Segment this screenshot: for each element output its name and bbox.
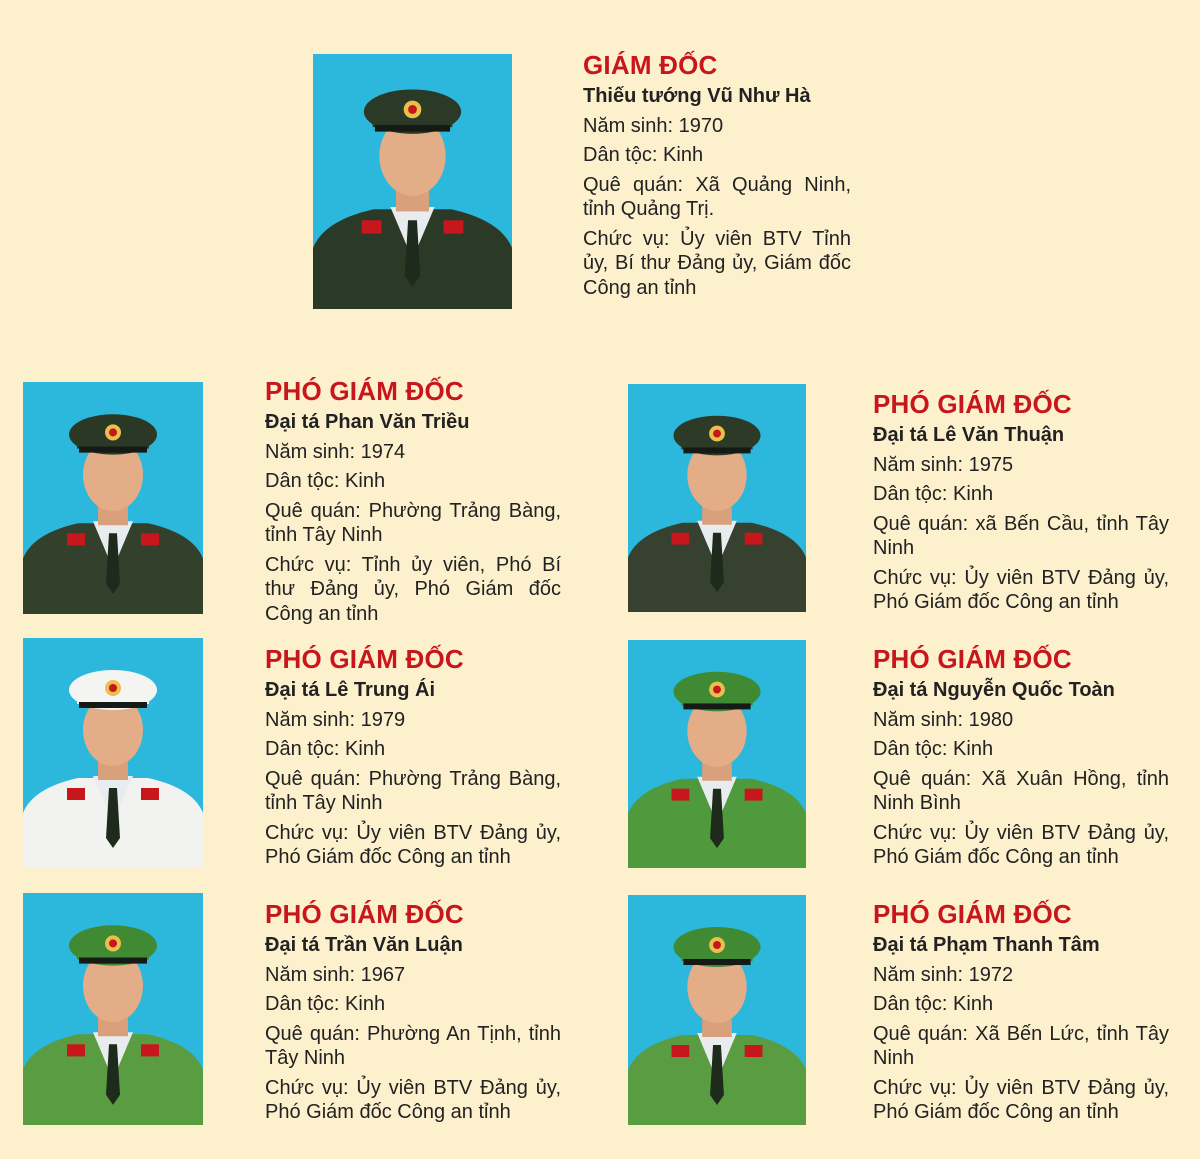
ethnicity: Dân tộc: Kinh — [873, 993, 994, 1015]
deputy-portrait — [23, 638, 203, 868]
deputy-info — [265, 644, 561, 870]
ethnicity: Dân tộc: Kinh — [583, 144, 704, 166]
ethnicity: Dân tộc: Kinh — [265, 470, 386, 492]
role-title: PHÓ GIÁM ĐỐC — [265, 376, 464, 406]
portrait-illustration — [628, 640, 806, 868]
role-title: PHÓ GIÁM ĐỐC — [873, 389, 1072, 419]
ethnicity: Dân tộc: Kinh — [265, 738, 386, 760]
position: Chức vụ: Tỉnh ủy viên, Phó Bí thư Đảng ủy, Phó Giám đốc Công an tỉnh — [265, 553, 561, 625]
birth-year: Năm sinh: 1974 — [265, 440, 406, 463]
birth-year: Năm sinh: 1972 — [873, 963, 1014, 986]
birth-year: Năm sinh: 1975 — [873, 453, 1014, 476]
person-name: Đại tá Phan Văn Triều — [265, 411, 470, 433]
deputy-portrait — [628, 895, 806, 1125]
person-name: Đại tá Lê Trung Ái — [265, 679, 436, 701]
deputy-portrait — [23, 893, 203, 1125]
person-name: Đại tá Trần Văn Luận — [265, 934, 463, 956]
position: Chức vụ: Ủy viên BTV Đảng ủy, Phó Giám đốc Công an tỉnh — [265, 821, 561, 868]
deputy-portrait — [628, 384, 806, 612]
deputy-info — [873, 899, 1169, 1125]
hometown: Quê quán: Xã Quảng Ninh, tỉnh Quảng Trị. — [583, 173, 851, 220]
hometown: Quê quán: Phường An Tịnh, tỉnh Tây Ninh — [265, 1022, 561, 1069]
birth-year: Năm sinh: 1980 — [873, 708, 1014, 731]
person-name: Đại tá Nguyễn Quốc Toàn — [873, 679, 1115, 701]
hometown: Quê quán: Phường Trảng Bàng, tỉnh Tây Ninh — [265, 499, 561, 546]
hometown: Quê quán: xã Bến Cầu, tỉnh Tây Ninh — [873, 512, 1169, 559]
hometown: Quê quán: Phường Trảng Bàng, tỉnh Tây Ninh — [265, 767, 561, 814]
role-title: PHÓ GIÁM ĐỐC — [265, 899, 464, 929]
role-title: PHÓ GIÁM ĐỐC — [265, 644, 464, 674]
deputy-info — [873, 644, 1169, 870]
director-info — [583, 50, 851, 300]
position: Chức vụ: Ủy viên BTV Đảng ủy, Phó Giám đốc Công an tỉnh — [265, 1076, 561, 1123]
portrait-illustration — [313, 54, 512, 309]
birth-year: Năm sinh: 1967 — [265, 963, 406, 986]
deputy-info — [873, 389, 1169, 615]
deputy-info — [265, 899, 561, 1125]
ethnicity: Dân tộc: Kinh — [873, 483, 994, 505]
position: Chức vụ: Ủy viên BTV Đảng ủy, Phó Giám đốc Công an tỉnh — [873, 1076, 1169, 1123]
role-title: GIÁM ĐỐC — [583, 50, 718, 80]
deputy-portrait — [628, 640, 806, 868]
ethnicity: Dân tộc: Kinh — [873, 738, 994, 760]
portrait-illustration — [23, 382, 203, 614]
person-name: Đại tá Phạm Thanh Tâm — [873, 934, 1100, 956]
position: Chức vụ: Ủy viên BTV Đảng ủy, Phó Giám đốc Công an tỉnh — [873, 566, 1169, 613]
position: Chức vụ: Ủy viên BTV Tỉnh ủy, Bí thư Đảng ủy, Giám đốc Công an tỉnh — [583, 227, 851, 299]
role-title: PHÓ GIÁM ĐỐC — [873, 899, 1072, 929]
director-portrait — [313, 54, 512, 309]
portrait-illustration — [628, 384, 806, 612]
deputy-portrait — [23, 382, 203, 614]
position: Chức vụ: Ủy viên BTV Đảng ủy, Phó Giám đốc Công an tỉnh — [873, 821, 1169, 868]
ethnicity: Dân tộc: Kinh — [265, 993, 386, 1015]
hometown: Quê quán: Xã Xuân Hồng, tỉnh Ninh Bình — [873, 767, 1169, 814]
portrait-illustration — [628, 895, 806, 1125]
portrait-illustration — [23, 893, 203, 1125]
portrait-illustration — [23, 638, 203, 868]
deputy-info — [265, 376, 561, 626]
hometown: Quê quán: Xã Bến Lức, tỉnh Tây Ninh — [873, 1022, 1169, 1069]
birth-year: Năm sinh: 1970 — [583, 114, 724, 137]
role-title: PHÓ GIÁM ĐỐC — [873, 644, 1072, 674]
birth-year: Năm sinh: 1979 — [265, 708, 406, 731]
person-name: Thiếu tướng Vũ Như Hà — [583, 85, 811, 107]
person-name: Đại tá Lê Văn Thuận — [873, 424, 1065, 446]
